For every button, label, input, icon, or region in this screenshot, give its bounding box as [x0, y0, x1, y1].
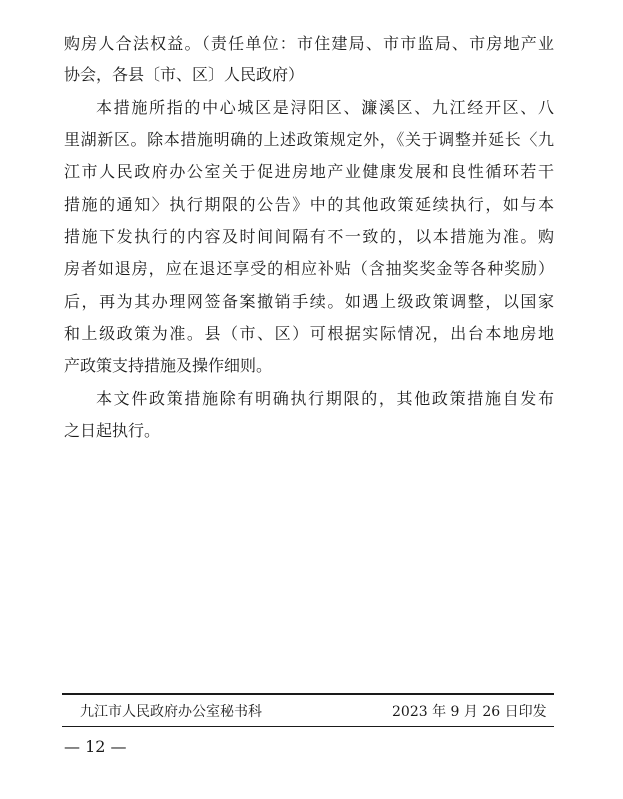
issue-date: 2023 年 9 月 26 日印发 [392, 704, 547, 720]
body-line: 本文件政策措施除有明确执行期限的，其他政策措施自发布 [96, 389, 554, 408]
body-line: 后，再为其办理网签备案撤销手续。如遇上级政策调整，以国家 [64, 292, 554, 311]
body-line: 江市人民政府办公室关于促进房地产业健康发展和良性循环若干 [64, 162, 554, 181]
body-line: 里湖新区。除本措施明确的上述政策规定外，《关于调整并延长〈九 [64, 130, 554, 149]
body-line: 协会，各县〔市、区〕人民政府） [64, 65, 305, 84]
body-line: 之日起执行。 [64, 421, 161, 440]
body-line: 产政策支持措施及操作细则。 [64, 356, 273, 375]
body-line: 房者如退房，应在退还享受的相应补贴（含抽奖奖金等各种奖励） [64, 259, 554, 278]
issuer-name: 九江市人民政府办公室秘书科 [80, 704, 262, 720]
body-line: 本措施所指的中心城区是浔阳区、濂溪区、九江经开区、八 [96, 98, 554, 117]
body-line: 和上级政策为准。县（市、区）可根据实际情况，出台本地房地 [64, 324, 554, 343]
body-line: 措施下发执行的内容及时间间隔有不一致的，以本措施为准。购 [64, 227, 554, 246]
footer-top-rule [62, 693, 554, 695]
body-line: 购房人合法权益。（责任单位：市住建局、市市监局、市房地产业 [64, 34, 554, 53]
body-line: 措施的通知〉执行期限的公告》中的其他政策延续执行，如与本 [64, 195, 554, 214]
page-number: — 12 — [64, 737, 127, 756]
footer-bottom-rule [62, 726, 554, 727]
